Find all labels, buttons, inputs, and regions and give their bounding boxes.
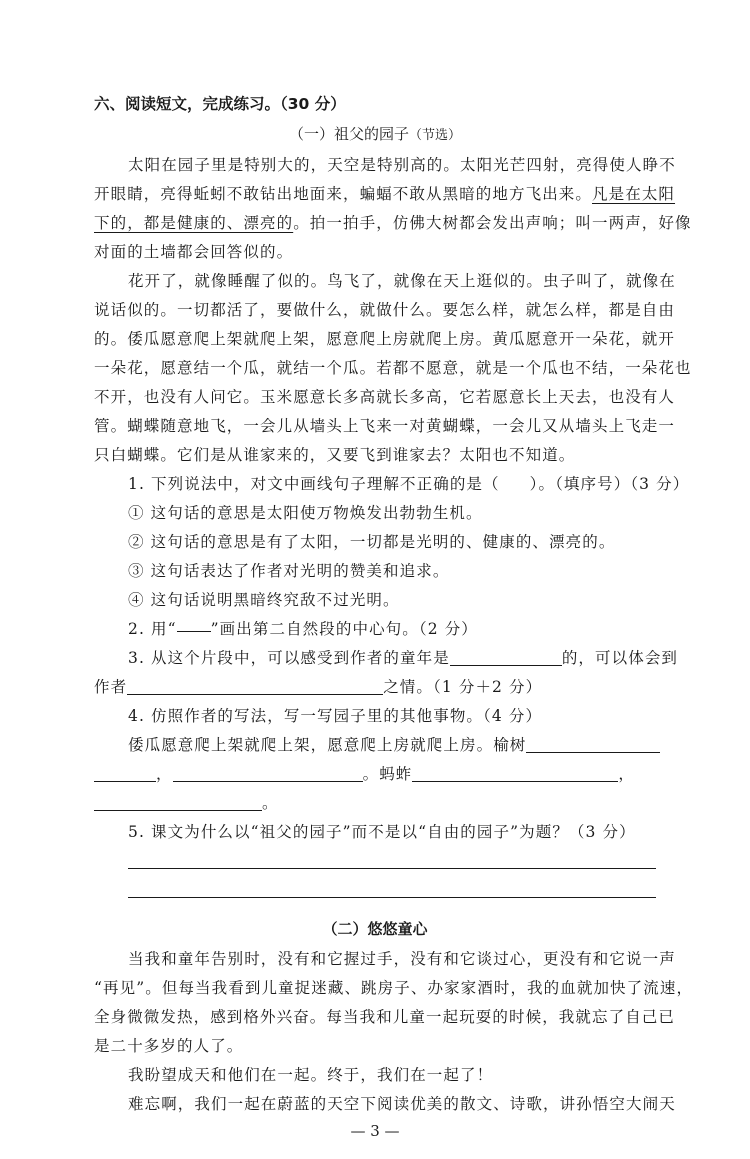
question-2 [128,617,656,639]
question-1 [128,472,690,494]
question-4-line-3 [94,791,656,813]
question-3-text-a: 3. 从这个片段中，可以感受到作者的童年是 [128,649,450,667]
answer-blank-grasshopper-2[interactable] [94,794,262,811]
option-2: ② 这句话的意思是有了太阳，一切都是光明的、健康的、漂亮的。 [128,533,616,551]
passage1-title-note: （节选） [409,128,462,143]
answer-line-2[interactable] [128,897,656,898]
question-1-points: ）。（填序号）（3 分） [529,475,690,493]
answer-blank-childhood[interactable] [450,649,562,666]
p2-line-3: 的。倭瓜愿意爬上架就爬上架，愿意爬上房就爬上房。黄瓜愿意开一朵花，就开 [94,330,676,348]
question-3-line-1 [128,646,679,668]
question-3-line-2 [94,675,656,697]
question-5: 5. 课文为什么以“祖父的园子”而不是以“自由的园子”为题？（3 分） [128,823,636,841]
p1-line-4: 对面的土墙都会回答似的。 [94,243,294,261]
option-3: ③ 这句话表达了作者对光明的赞美和追求。 [128,562,450,580]
section-title: 六、阅读短文，完成练习。（30 分） [94,95,346,113]
p2-line-6: 管。蝴蝶随意地飞，一会儿从墙头上飞来一对黄蝴蝶，一会儿又从墙头上飞走一 [94,417,676,435]
p2-line-7: 只白蝴蝶。它们是从谁家来的，又要飞到谁家去？太阳也不知道。 [94,446,576,464]
p2-line-2: 说话似的。一切都活了，要做什么，就做什么。要怎么样，就怎么样，都是自由 [94,301,676,319]
question-4-line-1 [128,733,656,755]
question-4-example: 倭瓜愿意爬上架就爬上架，愿意爬上房就爬上房。榆树 [128,736,527,754]
question-2-text-b: ”画出第二自然段的中心句。（2 分） [210,620,478,638]
question-4-line-2 [94,762,656,784]
p1-line-1: 太阳在园子里是特别大的，天空是特别高的。太阳光芒四射，亮得使人睁不 [128,156,676,174]
p4-line-1: 我盼望成天和他们在一起。终于，我们在一起了！ [128,1066,494,1084]
p2-line-5: 不开，也没有人问它。玉米愿意长多高就长多高，它若愿意长上天去，也没有人 [94,388,676,406]
p5-line-1: 难忘啊，我们一起在蔚蓝的天空下阅读优美的散文、诗歌，讲孙悟空大闹天 [128,1095,676,1113]
question-3-text-c: 作者 [94,678,128,696]
p1-line-2-text: 开眼睛，亮得蚯蚓不敢钻出地面来，蝙蝠不敢从黑暗的地方飞出来。 [94,185,593,203]
question-2-text-a: 2. 用“ [128,620,177,638]
question-4: 4. 仿照作者的写法，写一写园子里的其他事物。（4 分） [128,707,543,725]
comma: ， [156,765,173,783]
page-number: — 3 — [350,1122,400,1140]
p1-line-3 [94,211,692,233]
answer-blank-elm-2[interactable] [94,765,156,782]
question-3-text-b: 的，可以体会到 [561,649,679,667]
underline-symbol [177,621,211,632]
passage1-title-line [0,123,750,144]
answer-blank-elm-3[interactable] [173,765,363,782]
p2-line-4: 一朵花，愿意结一个瓜，就结一个瓜。若都不愿意，就是一个瓜也不结，一朵花也 [94,359,692,377]
underlined-sentence-part-1: 凡是在太阳 [592,185,676,203]
p1-line-2 [94,182,676,204]
p3-line-3: 全身微微发热，感到格外兴奋。每当我和儿童一起玩耍的时候，我就忘了自己已 [94,1008,676,1026]
comma-2: ， [618,765,636,783]
question-1-text: 1. 下列说法中，对文中画线句子理解不正确的是（ [128,475,500,493]
underlined-sentence-part-2: 下的，都是健康的、漂亮的 [94,214,294,232]
option-4: ④ 这句话说明黑暗终究敌不过光明。 [128,591,400,609]
option-1: ① 这句话的意思是太阳使万物焕发出勃勃生机。 [128,504,483,522]
answer-line-1[interactable] [128,868,656,869]
answer-blank-elm-1[interactable] [526,736,660,753]
passage2-title: （二）悠悠童心 [322,920,428,938]
question-3-text-d: 之情。（1 分＋2 分） [383,678,543,696]
p1-line-3-text: 。拍一拍手，仿佛大树都会发出声响；叫一两声，好像 [293,214,692,232]
answer-blank-grasshopper-1[interactable] [412,765,618,782]
answer-blank-feeling[interactable] [127,678,383,695]
passage1-title: （一）祖父的园子 [288,125,409,143]
p3-line-1: 当我和童年告别时，没有和它握过手，没有和它谈过心，更没有和它说一声 [128,950,676,968]
p3-line-2: “再见”。但每当我看到儿童捉迷藏、跳房子、办家家酒时，我的血就加快了流速， [94,979,694,997]
p2-line-1: 花开了，就像睡醒了似的。鸟飞了，就像在天上逛似的。虫子叫了，就像在 [128,272,676,290]
grasshopper-label: 。蚂蚱 [362,765,413,783]
period: 。 [262,794,279,812]
p3-line-4: 是二十多岁的人了。 [94,1037,244,1055]
